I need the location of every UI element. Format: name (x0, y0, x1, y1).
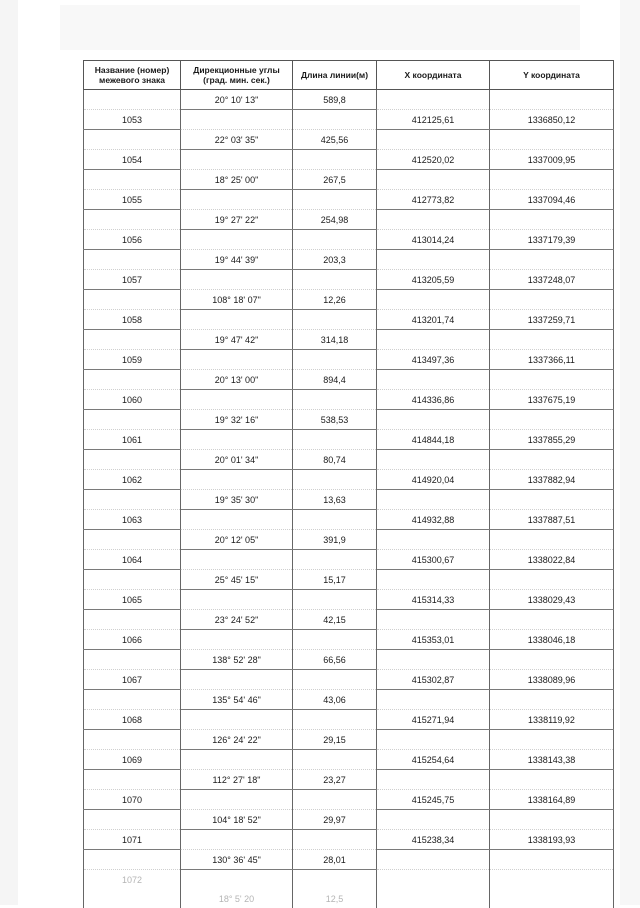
y-coordinate-cell (490, 810, 614, 830)
mark-name-cell (84, 610, 181, 630)
direction-angle-cell: 108° 18' 07" (181, 290, 293, 310)
header-y-coordinate: Y координата (490, 61, 614, 90)
x-coordinate-cell (377, 450, 490, 470)
x-coordinate-cell: 415314,33 (377, 590, 490, 610)
table-row (84, 850, 614, 870)
line-length-cell: 12,26 (293, 290, 377, 310)
table-row (84, 430, 614, 450)
x-coordinate-cell (377, 250, 490, 270)
line-length-cell: 80,74 (293, 450, 377, 470)
x-coordinate-cell (377, 130, 490, 150)
x-coordinate-cell (377, 530, 490, 550)
mark-name-cell: 1057 (84, 270, 181, 290)
mark-name-cell: 1056 (84, 230, 181, 250)
y-coordinate-cell: 1337248,07 (490, 270, 614, 290)
table-row (84, 550, 614, 570)
table-row (84, 110, 614, 130)
y-coordinate-cell (490, 490, 614, 510)
scan-noise (620, 0, 640, 905)
table-row (84, 810, 614, 830)
y-coordinate-cell: 1337855,29 (490, 430, 614, 450)
direction-angle-cell: 19° 47' 42" (181, 330, 293, 350)
line-length-cell (293, 630, 377, 650)
x-coordinate-cell: 412125,61 (377, 110, 490, 130)
x-coordinate-cell: 414920,04 (377, 470, 490, 490)
mark-name-cell (84, 410, 181, 430)
direction-angle-cell: 22° 03' 35" (181, 130, 293, 150)
line-length-cell (293, 110, 377, 130)
mark-name-cell: 1067 (84, 670, 181, 690)
table-row (84, 150, 614, 170)
x-coordinate-cell (377, 210, 490, 230)
table-row (84, 130, 614, 150)
direction-angle-cell (181, 670, 293, 690)
x-coordinate-cell: 412773,82 (377, 190, 490, 210)
direction-angle-cell (181, 710, 293, 730)
table-row (84, 190, 614, 210)
scan-noise (60, 5, 580, 50)
direction-angle-cell (181, 630, 293, 650)
mark-name-cell: 1062 (84, 470, 181, 490)
header-direction-angle: Дирекционные углы (град. мин. сек.) (181, 61, 293, 90)
direction-angle-cell (181, 430, 293, 450)
line-length-cell: 391,9 (293, 530, 377, 550)
mark-name-cell: 1069 (84, 750, 181, 770)
line-length-cell: 43,06 (293, 690, 377, 710)
x-coordinate-cell (377, 410, 490, 430)
y-coordinate-cell (490, 870, 614, 890)
line-length-cell: 425,56 (293, 130, 377, 150)
line-length-cell: 66,56 (293, 650, 377, 670)
y-coordinate-cell (490, 250, 614, 270)
x-coordinate-cell: 415238,34 (377, 830, 490, 850)
mark-name-cell (84, 650, 181, 670)
direction-angle-cell: 20° 12' 05" (181, 530, 293, 550)
direction-angle-cell: 130° 36' 45" (181, 850, 293, 870)
direction-angle-cell (181, 750, 293, 770)
mark-name-cell (84, 810, 181, 830)
y-coordinate-cell (490, 370, 614, 390)
line-length-cell: 894,4 (293, 370, 377, 390)
mark-name-cell: 1055 (84, 190, 181, 210)
x-coordinate-cell (377, 850, 490, 870)
line-length-cell: 23,27 (293, 770, 377, 790)
y-coordinate-cell: 1338193,93 (490, 830, 614, 850)
direction-angle-cell: 20° 01' 34" (181, 450, 293, 470)
table-row (84, 330, 614, 350)
boundary-marks-table (83, 60, 614, 908)
x-coordinate-cell (377, 570, 490, 590)
line-length-cell (293, 190, 377, 210)
line-length-cell: 28,01 (293, 850, 377, 870)
table-row (84, 290, 614, 310)
direction-angle-cell (181, 870, 293, 890)
table-row (84, 730, 614, 750)
mark-name-cell (84, 210, 181, 230)
table-row (84, 450, 614, 470)
line-length-cell (293, 430, 377, 450)
direction-angle-cell (181, 110, 293, 130)
table-row (84, 350, 614, 370)
direction-angle-cell: 19° 27' 22" (181, 210, 293, 230)
line-length-cell (293, 350, 377, 370)
table-header-row (84, 61, 614, 90)
y-coordinate-cell: 1338143,38 (490, 750, 614, 770)
direction-angle-cell (181, 350, 293, 370)
mark-name-cell: 1060 (84, 390, 181, 410)
x-coordinate-cell: 413205,59 (377, 270, 490, 290)
y-coordinate-cell (490, 690, 614, 710)
y-coordinate-cell: 1337882,94 (490, 470, 614, 490)
direction-angle-cell: 18° 25' 00" (181, 170, 293, 190)
direction-angle-cell: 135° 54' 46" (181, 690, 293, 710)
mark-name-cell (84, 530, 181, 550)
mark-name-cell (84, 290, 181, 310)
line-length-cell: 42,15 (293, 610, 377, 630)
table-row (84, 210, 614, 230)
table-row (84, 650, 614, 670)
table-row (84, 830, 614, 850)
line-length-cell (293, 270, 377, 290)
mark-name-cell (84, 370, 181, 390)
mark-name-cell: 1066 (84, 630, 181, 650)
table-row (84, 250, 614, 270)
y-coordinate-cell: 1338164,89 (490, 790, 614, 810)
mark-name-cell: 1063 (84, 510, 181, 530)
x-coordinate-cell (377, 650, 490, 670)
direction-angle-cell: 25° 45' 15" (181, 570, 293, 590)
line-length-cell (293, 870, 377, 890)
direction-angle-cell: 20° 13' 00" (181, 370, 293, 390)
line-length-cell: 589,8 (293, 90, 377, 110)
direction-angle-cell: 126° 24' 22" (181, 730, 293, 750)
x-coordinate-cell (377, 690, 490, 710)
x-coordinate-cell: 415271,94 (377, 710, 490, 730)
y-coordinate-cell (490, 90, 614, 110)
line-length-cell (293, 750, 377, 770)
line-length-cell: 13,63 (293, 490, 377, 510)
direction-angle-cell (181, 190, 293, 210)
line-length-cell (293, 590, 377, 610)
x-coordinate-cell: 415300,67 (377, 550, 490, 570)
line-length-cell (293, 510, 377, 530)
y-coordinate-cell: 1337366,11 (490, 350, 614, 370)
line-length-cell (293, 470, 377, 490)
table-row (84, 270, 614, 290)
y-coordinate-cell (490, 210, 614, 230)
table-row (84, 750, 614, 770)
y-coordinate-cell: 1336850,12 (490, 110, 614, 130)
direction-angle-cell (181, 790, 293, 810)
line-length-cell: 29,97 (293, 810, 377, 830)
direction-angle-cell: 19° 44' 39" (181, 250, 293, 270)
line-length-cell: 538,53 (293, 410, 377, 430)
direction-angle-cell (181, 310, 293, 330)
line-length-cell: 12,5 (293, 889, 377, 908)
line-length-cell: 314,18 (293, 330, 377, 350)
mark-name-cell (84, 490, 181, 510)
x-coordinate-cell (377, 290, 490, 310)
table-row (84, 590, 614, 610)
mark-name-cell: 1064 (84, 550, 181, 570)
mark-name-cell: 1071 (84, 830, 181, 850)
table-row (84, 170, 614, 190)
y-coordinate-cell: 1338029,43 (490, 590, 614, 610)
table-row (84, 710, 614, 730)
line-length-cell: 254,98 (293, 210, 377, 230)
x-coordinate-cell (377, 610, 490, 630)
table-row (84, 90, 614, 110)
x-coordinate-cell (377, 810, 490, 830)
x-coordinate-cell: 415302,87 (377, 670, 490, 690)
x-coordinate-cell (377, 170, 490, 190)
line-length-cell (293, 390, 377, 410)
mark-name-cell: 1059 (84, 350, 181, 370)
table-row (84, 530, 614, 550)
line-length-cell (293, 790, 377, 810)
direction-angle-cell (181, 550, 293, 570)
x-coordinate-cell (377, 370, 490, 390)
x-coordinate-cell (377, 870, 490, 890)
mark-name-cell (84, 850, 181, 870)
x-coordinate-cell: 413497,36 (377, 350, 490, 370)
line-length-cell: 29,15 (293, 730, 377, 750)
scan-noise (0, 0, 18, 905)
line-length-cell (293, 230, 377, 250)
header-mark-name: Название (номер) межевого знака (84, 61, 181, 90)
y-coordinate-cell (490, 450, 614, 470)
table-row (84, 510, 614, 530)
direction-angle-cell: 23° 24' 52" (181, 610, 293, 630)
direction-angle-cell: 18° 5' 20 (181, 889, 293, 908)
direction-angle-cell (181, 470, 293, 490)
mark-name-cell (84, 170, 181, 190)
mark-name-cell (84, 90, 181, 110)
y-coordinate-cell: 1338022,84 (490, 550, 614, 570)
mark-name-cell (84, 130, 181, 150)
mark-name-cell: 1065 (84, 590, 181, 610)
line-length-cell (293, 310, 377, 330)
direction-angle-cell: 19° 32' 16" (181, 410, 293, 430)
y-coordinate-cell (490, 170, 614, 190)
y-coordinate-cell (490, 850, 614, 870)
table-row (84, 670, 614, 690)
mark-name-cell: 1070 (84, 790, 181, 810)
x-coordinate-cell: 415245,75 (377, 790, 490, 810)
mark-name-cell: 1054 (84, 150, 181, 170)
direction-angle-cell (181, 270, 293, 290)
x-coordinate-cell: 415353,01 (377, 630, 490, 650)
direction-angle-cell (181, 390, 293, 410)
mark-name-cell: 1053 (84, 110, 181, 130)
line-length-cell: 267,5 (293, 170, 377, 190)
line-length-cell (293, 550, 377, 570)
line-length-cell (293, 150, 377, 170)
table-row (84, 410, 614, 430)
x-coordinate-cell: 415254,64 (377, 750, 490, 770)
x-coordinate-cell: 414336,86 (377, 390, 490, 410)
direction-angle-cell (181, 150, 293, 170)
y-coordinate-cell (490, 410, 614, 430)
table-row (84, 470, 614, 490)
direction-angle-cell: 104° 18' 52" (181, 810, 293, 830)
table-row (84, 889, 614, 908)
line-length-cell: 15,17 (293, 570, 377, 590)
table-row (84, 570, 614, 590)
y-coordinate-cell (490, 570, 614, 590)
direction-angle-cell: 138° 52' 28" (181, 650, 293, 670)
y-coordinate-cell: 1337009,95 (490, 150, 614, 170)
x-coordinate-cell (377, 330, 490, 350)
table-row (84, 770, 614, 790)
y-coordinate-cell (490, 330, 614, 350)
x-coordinate-cell: 413014,24 (377, 230, 490, 250)
y-coordinate-cell (490, 730, 614, 750)
table-row (84, 230, 614, 250)
table-row (84, 310, 614, 330)
y-coordinate-cell (490, 130, 614, 150)
y-coordinate-cell (490, 610, 614, 630)
header-x-coordinate: X координата (377, 61, 490, 90)
table-row (84, 610, 614, 630)
direction-angle-cell (181, 510, 293, 530)
mark-name-cell (84, 250, 181, 270)
x-coordinate-cell: 413201,74 (377, 310, 490, 330)
y-coordinate-cell: 1338046,18 (490, 630, 614, 650)
y-coordinate-cell: 1337179,39 (490, 230, 614, 250)
y-coordinate-cell (490, 889, 614, 908)
mark-name-cell (84, 570, 181, 590)
x-coordinate-cell (377, 90, 490, 110)
x-coordinate-cell (377, 730, 490, 750)
y-coordinate-cell: 1337887,51 (490, 510, 614, 530)
mark-name-cell: 1072 (84, 870, 181, 890)
table-row (84, 870, 614, 890)
y-coordinate-cell: 1338089,96 (490, 670, 614, 690)
line-length-cell (293, 830, 377, 850)
table-row (84, 370, 614, 390)
x-coordinate-cell (377, 770, 490, 790)
direction-angle-cell (181, 830, 293, 850)
y-coordinate-cell: 1337675,19 (490, 390, 614, 410)
x-coordinate-cell: 414932,88 (377, 510, 490, 530)
line-length-cell: 203,3 (293, 250, 377, 270)
y-coordinate-cell (490, 530, 614, 550)
y-coordinate-cell (490, 650, 614, 670)
mark-name-cell (84, 730, 181, 750)
mark-name-cell (84, 330, 181, 350)
mark-name-cell: 1068 (84, 710, 181, 730)
mark-name-cell: 1061 (84, 430, 181, 450)
line-length-cell (293, 710, 377, 730)
direction-angle-cell: 19° 35' 30" (181, 490, 293, 510)
header-line-length: Длина линии(м) (293, 61, 377, 90)
x-coordinate-cell (377, 490, 490, 510)
direction-angle-cell (181, 230, 293, 250)
table-row (84, 690, 614, 710)
x-coordinate-cell: 412520,02 (377, 150, 490, 170)
direction-angle-cell: 20° 10' 13" (181, 90, 293, 110)
x-coordinate-cell: 414844,18 (377, 430, 490, 450)
line-length-cell (293, 670, 377, 690)
table-row (84, 490, 614, 510)
y-coordinate-cell: 1337259,71 (490, 310, 614, 330)
table-row (84, 390, 614, 410)
mark-name-cell: 1058 (84, 310, 181, 330)
y-coordinate-cell (490, 290, 614, 310)
y-coordinate-cell: 1337094,46 (490, 190, 614, 210)
table-row (84, 790, 614, 810)
y-coordinate-cell: 1338119,92 (490, 710, 614, 730)
direction-angle-cell: 112° 27' 18" (181, 770, 293, 790)
mark-name-cell (84, 450, 181, 470)
table-row (84, 630, 614, 650)
x-coordinate-cell (377, 889, 490, 908)
direction-angle-cell (181, 590, 293, 610)
y-coordinate-cell (490, 770, 614, 790)
mark-name-cell (84, 770, 181, 790)
mark-name-cell (84, 690, 181, 710)
mark-name-cell (84, 889, 181, 908)
